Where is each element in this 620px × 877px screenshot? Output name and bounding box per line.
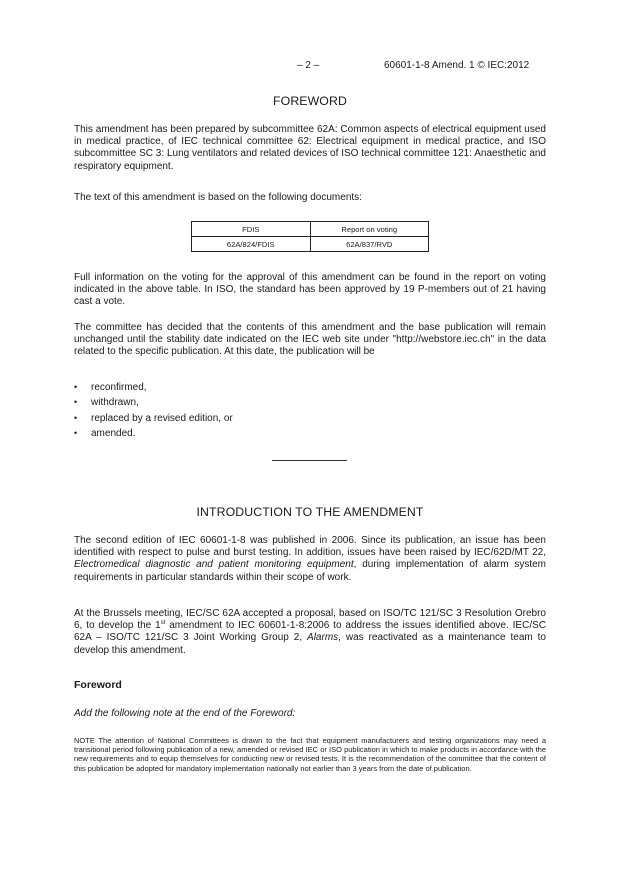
foreword-paragraph-2: The text of this amendment is based on the following documents: (74, 192, 362, 203)
list-item-text: replaced by a revised edition, or (91, 412, 233, 424)
amendment-foreword-heading: Foreword (74, 679, 122, 691)
text-run: amendment to IEC 60601-1-8:2006 to address the issues identified above. IEC/SC 62A – ISO/TC 121/SC 3 Joint Working Group 2, (74, 620, 546, 644)
text-run: , during implementation of alarm system requirements in particular standards within their scope of work. (74, 559, 546, 583)
publication-outcome-list (74, 380, 233, 441)
foreword-title: FOREWORD (273, 94, 347, 108)
table-header-cell: Report on voting (310, 222, 429, 237)
introduction-paragraph-2 (74, 608, 546, 657)
foreword-paragraph-1: This amendment has been prepared by subcommittee 62A: Common aspects of electrical equipment used in medical practice, of IEC technical committee 62: Electrical equipment in medical practice, and ISO subcommittee SC 3: Lung ventilators and related devices of ISO technical committee 121: Anaesthetic and respiratory equipment. (74, 124, 546, 172)
bullet-icon: • (74, 412, 78, 423)
list-item (74, 380, 233, 395)
text-run: At the Brussels meeting, IEC/SC 62A accepted a proposal, based on ISO/TC 121/SC 3 Resolution Orebro 6, to develop the 1 (74, 608, 546, 632)
list-item-text: reconfirmed, (91, 382, 147, 393)
section-separator (272, 460, 347, 461)
table-header-row (192, 222, 429, 237)
italic-title: Alarms (307, 632, 339, 644)
foreword-paragraph-3: Full information on the voting for the approval of this amendment can be found in the report on voting indicated in the above table. In ISO, the standard has been approved by 19 P-members out of 21 having cast a vote. (74, 272, 546, 308)
list-item-text: amended. (91, 427, 136, 439)
list-item-text: withdrawn, (91, 397, 139, 409)
table-row (192, 237, 429, 252)
table-cell: 62A/837/RVD (310, 237, 429, 252)
text-run: , was reactivated as a maintenance team to develop this amendment. (74, 632, 546, 656)
bullet-icon: • (74, 382, 78, 392)
table-header-cell: FDIS (192, 222, 311, 237)
documents-table (191, 221, 429, 252)
italic-title: Electromedical diagnostic and patient monitoring equipment (74, 559, 354, 571)
bullet-icon: • (74, 397, 78, 408)
ordinal-suffix: st (160, 620, 166, 627)
amendment-instruction: Add the following note at the end of the Foreword: (74, 708, 296, 719)
list-item (74, 411, 233, 426)
amendment-note: NOTE The attention of National Committees is drawn to the fact that equipment manufacturers and testing organizations may need a transitional period following publication of a new, amended or revised IEC or ISO publication in which to make products in accordance with the new requirements and to equip themselves for conducting new or revised tests. It is the recommendation of the committee that the content of this publication be adopted for mandatory implementation nationally not earlier than 3 years from the date of publication. (74, 736, 546, 773)
document-reference: 60601-1-8 Amend. 1 © IEC:2012 (384, 60, 530, 71)
introduction-paragraph-1 (74, 535, 546, 584)
table-cell: 62A/824/FDIS (192, 237, 311, 252)
list-item (74, 426, 233, 441)
introduction-title: INTRODUCTION TO THE AMENDMENT (196, 505, 424, 519)
list-item (74, 395, 233, 410)
page-number: – 2 – (297, 60, 320, 71)
text-run: The second edition of IEC 60601-1-8 was published in 2006. Since its publication, an issue has been identified with respect to pulse and burst testing. In addition, issues have been raised by IEC/62D/MT 22, (74, 535, 546, 559)
foreword-paragraph-4: The committee has decided that the contents of this amendment and the base publication will remain unchanged until the stability date indicated on the IEC web site under "http://webstore.iec.ch" in the data related to the specific publication. At this date, the publication will be (74, 322, 546, 358)
bullet-icon: • (74, 427, 78, 438)
